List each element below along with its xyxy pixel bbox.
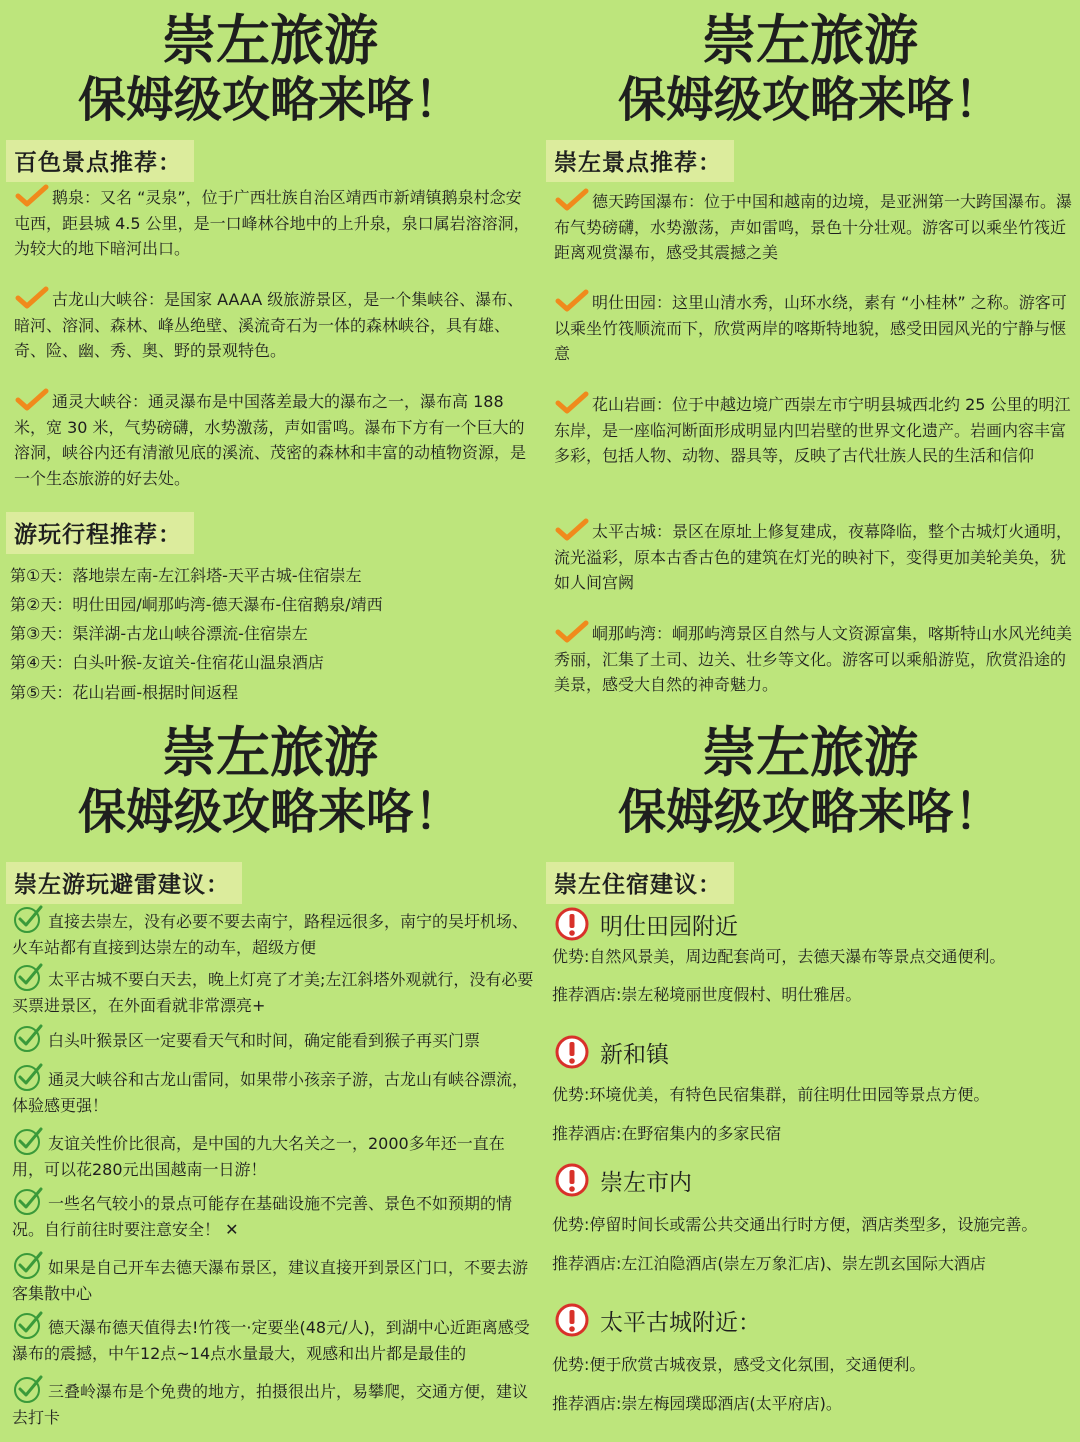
warning-icon bbox=[554, 1162, 590, 1198]
stay-pros: 优势:便于欣赏古城夜景，感受文化氛围，交通便利。 bbox=[552, 1355, 926, 1374]
orange-check-icon bbox=[554, 391, 590, 415]
list-item: 通灵大峡谷：通灵瀑布是中国落差最大的瀑布之一，瀑布高 188 米，宽 30 米，气势磅礴，水势激荡，声如雷鸣。瀑布下方有一个巨大的溶洞，峡谷内还有清澈见底的溪流、茂密的森林和丰富的动植物资源，是一个生态旅游的好去处。 bbox=[14, 388, 532, 491]
tip-item: 三叠岭瀑布是个免费的地方，拍摄很出片，易攀爬，交通方便，建议去打卡 bbox=[12, 1374, 534, 1430]
stay-pros: 优势:自然风景美，周边配套尚可，去德天瀑布等景点交通便利。 bbox=[552, 947, 1006, 966]
list-item: 古龙山大峡谷：是国家 AAAA 级旅游景区，是一个集峡谷、瀑布、暗河、溶洞、森林、峰丛绝壁、溪流奇石为一体的森林峡谷，具有雄、奇、险、幽、秀、奥、野的景观特色。 bbox=[14, 286, 532, 364]
green-check-circle-icon bbox=[12, 1310, 44, 1340]
panel-chongzuo-spots bbox=[540, 0, 1080, 712]
page-title: 崇左旅游 bbox=[702, 721, 918, 784]
section-heading-stay: 崇左住宿建议： bbox=[546, 862, 734, 904]
page-title: 崇左旅游 bbox=[702, 9, 918, 72]
orange-check-icon bbox=[554, 188, 590, 212]
itinerary-day: 第④天：白头叶猴-友谊关-住宿花山温泉酒店 bbox=[10, 653, 324, 672]
green-check-circle-icon bbox=[12, 1062, 44, 1092]
tip-item: 如果是自己开车去德天瀑布景区，建议直接开到景区门口，不要去游客集散中心 bbox=[12, 1250, 534, 1306]
green-check-circle-icon bbox=[12, 904, 44, 934]
section-heading-spots: 百色景点推荐： bbox=[6, 140, 194, 182]
page-subtitle: 保姆级攻略来咯！ bbox=[77, 784, 462, 840]
green-check-circle-icon bbox=[12, 1023, 44, 1053]
panel-avoid-tips bbox=[0, 712, 540, 1442]
list-item: 鹅泉：又名 “灵泉”，位于广西壮族自治区靖西市新靖镇鹅泉村念安屯西，距县城 4.5 公里，是一口峰林谷地中的上升泉，泉口属岩溶溶洞，为较大的地下暗河出口。 bbox=[14, 184, 532, 262]
warning-icon bbox=[554, 906, 590, 942]
tip-item: 一些名气较小的景点可能存在基础设施不完善、景色不如预期的情况。自行前往时要注意安全！ ✕ bbox=[12, 1186, 534, 1242]
stay-area-heading: 太平古城附近： bbox=[554, 1302, 761, 1338]
list-item: 花山岩画：位于中越边境广西崇左市宁明县城西北约 25 公里的明江东岸，是一座临河断面形成明显内凹岩壁的世界文化遗产。岩画内容丰富多彩，包括人物、动物、器具等，反映了古代壮族人民的生活和信仰 bbox=[554, 391, 1072, 469]
list-item: 峒那屿湾：峒那屿湾景区自然与人文资源富集，喀斯特山水风光纯美秀丽，汇集了土司、边关、壮乡等文化。游客可以乘船游览，欣赏沿途的美景，感受大自然的神奇魅力。 bbox=[554, 620, 1072, 698]
warning-icon bbox=[554, 1302, 590, 1338]
itinerary-day: 第③天：渠洋湖-古龙山峡谷漂流-住宿崇左 bbox=[10, 624, 308, 643]
list-item: 德天跨国瀑布：位于中国和越南的边境，是亚洲第一大跨国瀑布。瀑布气势磅礴，水势激荡，声如雷鸣，景色十分壮观。游客可以乘坐竹筏近距离观赏瀑布，感受其震撼之美 bbox=[554, 188, 1072, 266]
green-check-circle-icon bbox=[12, 1186, 44, 1216]
section-heading-tips: 崇左游玩避雷建议： bbox=[6, 862, 242, 904]
stay-hotels: 推荐酒店:崇左秘境丽世度假村、明仕雅居。 bbox=[552, 985, 862, 1004]
orange-check-icon bbox=[14, 184, 50, 208]
section-heading-itinerary: 游玩行程推荐： bbox=[6, 512, 194, 554]
page-subtitle: 保姆级攻略来咯！ bbox=[77, 72, 462, 128]
stay-hotels: 推荐酒店:在野宿集内的多家民宿 bbox=[552, 1124, 782, 1143]
panel-baise-spots bbox=[0, 0, 540, 712]
orange-check-icon bbox=[14, 388, 50, 412]
warning-icon bbox=[554, 1034, 590, 1070]
stay-hotels: 推荐酒店:崇左梅园璞邸酒店(太平府店)。 bbox=[552, 1394, 842, 1413]
tip-item: 白头叶猴景区一定要看天气和时间，确定能看到猴子再买门票 bbox=[12, 1023, 534, 1054]
orange-check-icon bbox=[554, 620, 590, 644]
list-item: 明仕田园：这里山清水秀，山环水绕，素有 “小桂林” 之称。游客可以乘坐竹筏顺流而下，欣赏两岸的喀斯特地貌，感受田园风光的宁静与惬意 bbox=[554, 289, 1072, 367]
stay-hotels: 推荐酒店:左江泊隐酒店(崇左万象汇店)、崇左凯玄国际大酒店 bbox=[552, 1254, 986, 1273]
itinerary-day: 第⑤天：花山岩画-根据时间返程 bbox=[10, 683, 239, 702]
stay-area-heading: 崇左市内 bbox=[554, 1162, 692, 1198]
page-title: 崇左旅游 bbox=[162, 9, 378, 72]
stay-area-heading: 明仕田园附近 bbox=[554, 906, 738, 942]
tip-item: 太平古城不要白天去，晚上灯亮了才美;左江斜塔外观就行，没有必要买票进景区，在外面看就非常漂亮+ bbox=[12, 962, 534, 1018]
green-check-circle-icon bbox=[12, 962, 44, 992]
green-check-circle-icon bbox=[12, 1126, 44, 1156]
tip-item: 通灵大峡谷和古龙山雷同，如果带小孩亲子游，古龙山有峡谷漂流，体验感更强！ bbox=[12, 1062, 534, 1118]
tip-item: 德天瀑布德天值得去!竹筏一·定要坐(48元/人)，到湖中心近距离感受瀑布的震撼，中午12点~14点水量最大，观感和出片都是最佳的 bbox=[12, 1310, 534, 1366]
stay-pros: 优势:环境优美，有特色民宿集群，前往明仕田园等景点方便。 bbox=[552, 1085, 990, 1104]
page-title: 崇左旅游 bbox=[162, 721, 378, 784]
list-item: 太平古城：景区在原址上修复建成，夜幕降临，整个古城灯火通明，流光溢彩，原本古香古色的建筑在灯光的映衬下，变得更加美轮美奂，犹如人间宫阙 bbox=[554, 518, 1072, 596]
orange-check-icon bbox=[554, 518, 590, 542]
panel-stay-advice bbox=[540, 712, 1080, 1442]
stay-area-heading: 新和镇 bbox=[554, 1034, 669, 1070]
tip-item: 友谊关性价比很高，是中国的九大名关之一，2000多年还一直在用，可以花280元出国越南一日游！ bbox=[12, 1126, 534, 1182]
green-check-circle-icon bbox=[12, 1250, 44, 1280]
section-heading-spots: 崇左景点推荐： bbox=[546, 140, 734, 182]
stay-pros: 优势:停留时间长或需公共交通出行时方便，酒店类型多，设施完善。 bbox=[552, 1215, 1038, 1234]
orange-check-icon bbox=[554, 289, 590, 313]
page-subtitle: 保姆级攻略来咯！ bbox=[617, 784, 1002, 840]
orange-check-icon bbox=[14, 286, 50, 310]
page-subtitle: 保姆级攻略来咯！ bbox=[617, 72, 1002, 128]
itinerary-day: 第②天：明仕田园/峒那屿湾-德天瀑布-住宿鹅泉/靖西 bbox=[10, 595, 383, 614]
itinerary-day: 第①天：落地崇左南-左江斜塔-天平古城-住宿崇左 bbox=[10, 566, 362, 585]
green-check-circle-icon bbox=[12, 1374, 44, 1404]
tip-item: 直接去崇左，没有必要不要去南宁，路程远很多，南宁的吴圩机场、火车站都有直接到达崇左的动车，超级方便 bbox=[12, 904, 534, 960]
